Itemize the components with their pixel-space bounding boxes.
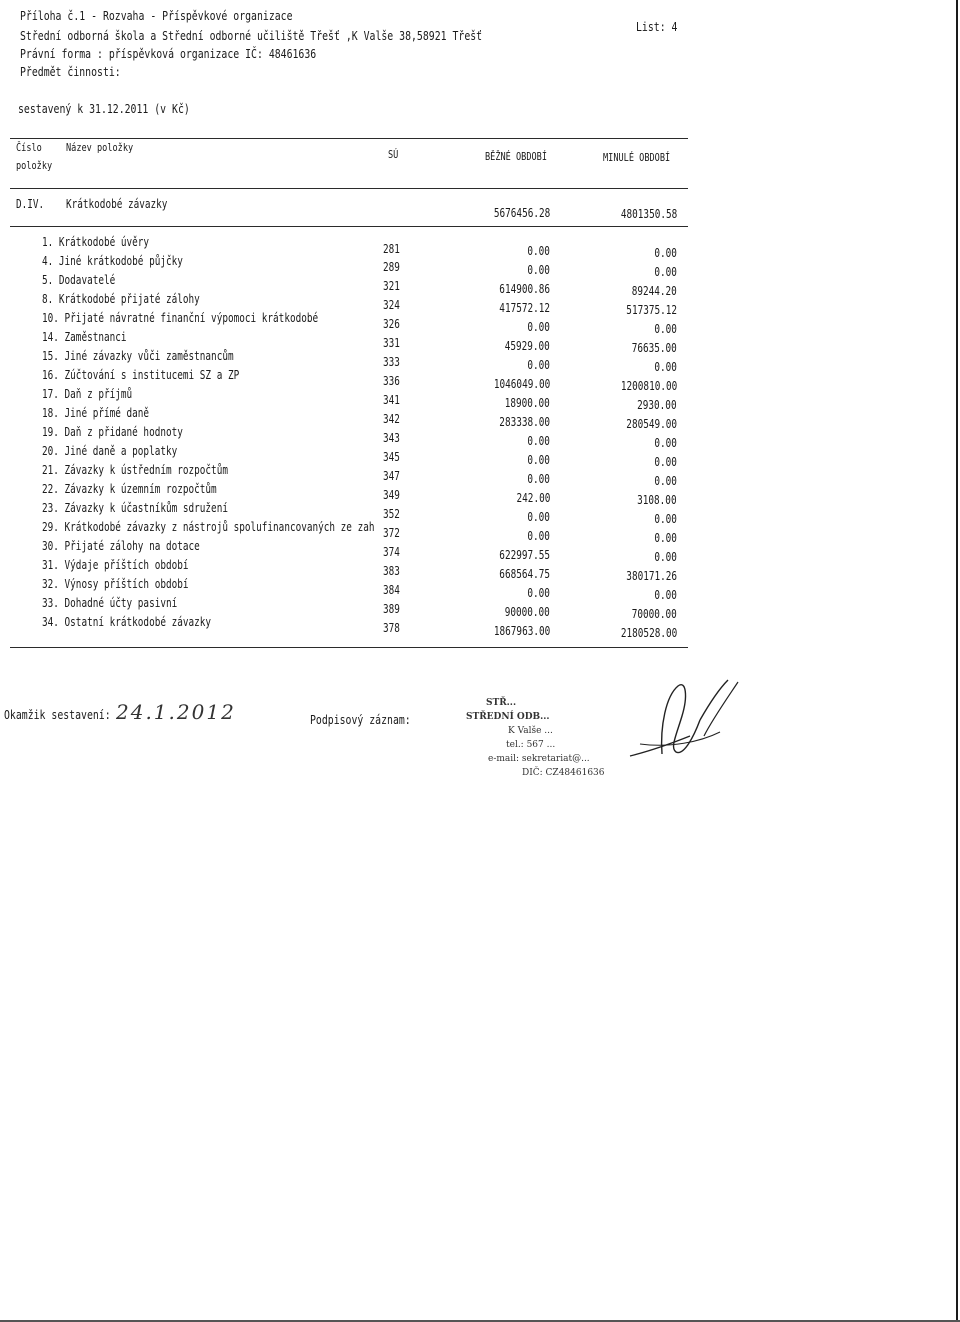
rule-header-bottom	[10, 188, 688, 189]
row-bezne: 417572.12	[499, 301, 550, 315]
row-label: 10. Přijaté návratné finanční výpomoci krátkodobé	[42, 311, 319, 325]
row-su: 378	[383, 621, 400, 635]
row-bezne: 283338.00	[499, 415, 550, 429]
row-bezne: 1046049.00	[493, 377, 550, 391]
signature-mark	[600, 676, 750, 776]
col-bezne: BĚŽNÉ OBDOBÍ	[485, 150, 547, 163]
row-minule: 0.00	[654, 436, 677, 450]
row-bezne: 18900.00	[504, 396, 550, 410]
row-label: 33. Dohadné účty pasivní	[42, 596, 178, 610]
header-line-4: Předmět činnosti:	[20, 65, 121, 79]
section-code: D.IV.	[16, 197, 45, 211]
stamp-line: DIČ: CZ48461636	[522, 768, 605, 778]
row-label: 14. Zaměstnanci	[42, 330, 127, 344]
row-minule: 0.00	[654, 474, 677, 488]
okamzik-handwritten: 24.1.2012	[116, 700, 236, 724]
section-minule: 4801350.58	[620, 207, 677, 221]
row-minule: 0.00	[654, 360, 677, 374]
row-label: 5. Dodavatelé	[42, 273, 116, 287]
row-su: 372	[383, 526, 400, 540]
row-minule: 76635.00	[631, 341, 677, 355]
rule-section-bottom	[10, 226, 688, 227]
col-polozky: položky	[16, 159, 53, 172]
row-su: 389	[383, 602, 400, 616]
row-minule: 0.00	[654, 246, 677, 260]
row-minule: 0.00	[654, 550, 677, 564]
row-label: 22. Závazky k územním rozpočtům	[42, 482, 217, 496]
row-minule: 2930.00	[637, 398, 677, 412]
row-minule: 2180528.00	[620, 626, 677, 640]
col-nazev: Název položky	[66, 141, 134, 154]
row-minule: 380171.26	[626, 569, 677, 583]
row-bezne: 242.00	[516, 491, 550, 505]
row-label: 4. Jiné krátkodobé půjčky	[42, 254, 183, 268]
row-su: 383	[383, 564, 400, 578]
row-bezne: 45929.00	[504, 339, 550, 353]
row-su: 289	[383, 260, 400, 274]
row-minule: 89244.20	[631, 284, 677, 298]
row-label: 17. Daň z příjmů	[42, 387, 133, 401]
row-minule: 1200810.00	[620, 379, 677, 393]
row-su: 341	[383, 393, 400, 407]
stamp-line: STŘEDNÍ ODB...	[466, 712, 550, 722]
compiled-date: sestavený k 31.12.2011 (v Kč)	[18, 102, 190, 116]
stamp-line: STŘ...	[486, 698, 517, 708]
row-su: 343	[383, 431, 400, 445]
row-label: 29. Krátkodobé závazky z nástrojů spolufinancovaných ze zah	[42, 520, 375, 534]
stamp-line: e-mail: sekretariat@...	[488, 754, 590, 764]
section-name: Krátkodobé závazky	[66, 197, 168, 211]
section-bezne: 5676456.28	[493, 206, 550, 220]
row-label: 19. Daň z přidané hodnoty	[42, 425, 183, 439]
row-minule: 70000.00	[631, 607, 677, 621]
row-bezne: 90000.00	[504, 605, 550, 619]
row-label: 31. Výdaje příštích období	[42, 558, 189, 572]
header-line-2: Střední odborná škola a Střední odborné učiliště Třešť ,K Valše 38,58921 Třešť	[20, 29, 483, 43]
row-su: 324	[383, 298, 400, 312]
row-minule: 0.00	[654, 531, 677, 545]
row-minule: 0.00	[654, 322, 677, 336]
row-su: 345	[383, 450, 400, 464]
row-bezne: 0.00	[527, 358, 550, 372]
row-bezne: 0.00	[527, 320, 550, 334]
scan-edge-right	[956, 0, 958, 1322]
row-label: 34. Ostatní krátkodobé závazky	[42, 615, 212, 629]
row-label: 21. Závazky k ústředním rozpočtům	[42, 463, 228, 477]
sheet-number: List: 4	[636, 20, 678, 34]
okamzik-label: Okamžik sestavení:	[4, 708, 111, 722]
row-bezne: 0.00	[527, 510, 550, 524]
col-su: SÚ	[388, 148, 399, 161]
rule-top	[10, 138, 688, 139]
row-bezne: 0.00	[527, 529, 550, 543]
rule-table-bottom	[10, 647, 688, 648]
row-bezne: 0.00	[527, 586, 550, 600]
row-label: 32. Výnosy příštích období	[42, 577, 189, 591]
row-su: 384	[383, 583, 400, 597]
row-minule: 517375.12	[626, 303, 677, 317]
row-su: 321	[383, 279, 400, 293]
col-cislo: Číslo	[16, 141, 42, 154]
row-bezne: 622997.55	[499, 548, 550, 562]
row-minule: 0.00	[654, 265, 677, 279]
row-label: 23. Závazky k účastníkům sdružení	[42, 501, 228, 515]
stamp-line: K Valše ...	[508, 726, 553, 736]
row-su: 336	[383, 374, 400, 388]
stamp-line: tel.: 567 ...	[506, 740, 556, 750]
row-bezne: 0.00	[527, 244, 550, 258]
row-bezne: 1867963.00	[493, 624, 550, 638]
row-su: 352	[383, 507, 400, 521]
row-bezne: 0.00	[527, 472, 550, 486]
header-line-1: Příloha č.1 - Rozvaha - Příspěvkové organizace	[20, 9, 293, 23]
row-minule: 3108.00	[637, 493, 677, 507]
row-label: 30. Přijaté zálohy na dotace	[42, 539, 200, 553]
row-su: 281	[383, 242, 400, 256]
row-minule: 280549.00	[626, 417, 677, 431]
row-su: 347	[383, 469, 400, 483]
row-bezne: 0.00	[527, 434, 550, 448]
row-label: 15. Jiné závazky vůči zaměstnancům	[42, 349, 234, 363]
row-su: 331	[383, 336, 400, 350]
row-minule: 0.00	[654, 588, 677, 602]
header-line-3: Právní forma : příspěvková organizace IČ: 48461636	[20, 47, 317, 61]
row-label: 20. Jiné daně a poplatky	[42, 444, 178, 458]
row-bezne: 0.00	[527, 263, 550, 277]
row-label: 18. Jiné přímé daně	[42, 406, 150, 420]
row-su: 326	[383, 317, 400, 331]
col-minule: MINULÉ OBDOBÍ	[603, 151, 671, 164]
row-su: 349	[383, 488, 400, 502]
row-su: 333	[383, 355, 400, 369]
row-su: 374	[383, 545, 400, 559]
row-bezne: 668564.75	[499, 567, 550, 581]
row-minule: 0.00	[654, 455, 677, 469]
row-minule: 0.00	[654, 512, 677, 526]
podpis-label: Podpisový záznam:	[310, 713, 411, 727]
row-label: 16. Zúčtování s institucemi SZ a ZP	[42, 368, 240, 382]
row-label: 1. Krátkodobé úvěry	[42, 235, 150, 249]
row-label: 8. Krátkodobé přijaté zálohy	[42, 292, 200, 306]
row-bezne: 614900.86	[499, 282, 550, 296]
row-su: 342	[383, 412, 400, 426]
row-bezne: 0.00	[527, 453, 550, 467]
